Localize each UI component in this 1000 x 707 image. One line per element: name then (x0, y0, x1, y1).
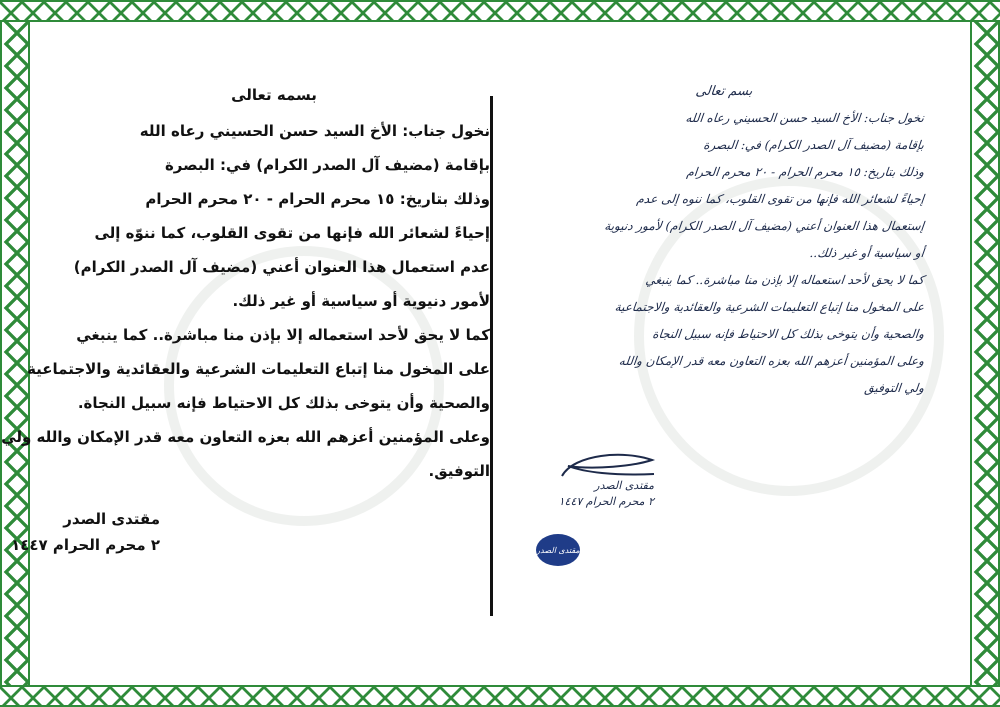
handwritten-line: وذلك بتاريخ: ١٥ محرم الحرام - ٢٠ محرم الحرام (685, 165, 925, 179)
typed-line: التوفيق. (428, 462, 490, 480)
typed-line: على المخول منا إتباع التعليمات الشرعية والعقائدية والاجتماعية (27, 360, 490, 378)
typed-line: وذلك بتاريخ: ١٥ محرم الحرام - ٢٠ محرم الحرام (145, 190, 490, 208)
handwritten-letter (524, 78, 924, 402)
handwritten-line: وعلى المؤمنين أعزهم الله بعزه التعاون معه قدر الإمكان والله (618, 354, 925, 368)
handwritten-line: والصحية وأن يتوخى بذلك كل الاحتياط فإنه سبيل النجاة (651, 327, 925, 341)
handwritten-signature-block (534, 478, 654, 510)
handwritten-line: ولي التوفيق (863, 381, 925, 395)
stamp-text: مقتدى الصدر (536, 545, 580, 555)
column-divider (490, 96, 493, 616)
handwritten-line: إحياءً لشعائر الله فإنها من تقوى القلوب، كما ننوه إلى عدم (635, 192, 925, 206)
typed-line: وعلى المؤمنين أعزهم الله بعزه التعاون معه قدر الإمكان والله ولي (1, 428, 490, 446)
typed-line: إحياءً لشعائر الله فإنها من تقوى القلوب، كما ننوّه إلى (94, 224, 490, 242)
handwritten-line: كما لا يحق لأحد استعماله إلا بإذن منا مباشرة.. كما ينبغي (644, 273, 925, 287)
blue-seal-stamp (536, 534, 580, 566)
handwritten-signature-name: مقتدى الصدر (594, 479, 654, 492)
typed-signature-block (11, 506, 490, 558)
handwritten-title: بسم تعالى (694, 84, 754, 99)
decorative-border-top (0, 0, 1000, 22)
typed-signature-date: ٢ محرم الحرام ١٤٤٧ (11, 536, 160, 554)
typed-line: لأمور دنيوية أو سياسية أو غير ذلك. (232, 292, 490, 310)
decorative-border-right (970, 22, 1000, 685)
document-page (1, 26, 966, 681)
handwritten-line: نخول جناب: الأخ السيد حسن الحسيني رعاه الله (684, 111, 925, 125)
handwritten-line: على المخول منا إتباع التعليمات الشرعية والعقائدية والاجتماعية (614, 300, 925, 314)
typed-signature-name: مقتدى الصدر (63, 510, 160, 528)
decorative-border-left (0, 22, 30, 685)
handwritten-line: أو سياسية أو غير ذلك.. (809, 246, 925, 260)
handwritten-signature-date: ٢ محرم الحرام ١٤٤٧ (558, 495, 654, 508)
typed-letter-title: بسمه تعالى (231, 86, 317, 104)
handwritten-line: إستعمال هذا العنوان أعني (مضيف آل الصدر الكرام) لأمور دنيوية (603, 219, 925, 233)
typed-line: بإقامة (مضيف آل الصدر الكرام) في: البصرة (164, 156, 490, 174)
typed-line: والصحية وأن يتوخى بذلك كل الاحتياط فإنه سبيل النجاة. (77, 394, 490, 412)
typed-line: نخول جناب: الأخ السيد حسن الحسيني رعاه الله (139, 122, 490, 140)
typed-letter (1, 86, 490, 558)
typed-line: عدم استعمال هذا العنوان أعني (مضيف آل الصدر الكرام) (73, 258, 490, 276)
typed-line: كما لا يحق لأحد استعماله إلا بإذن منا مباشرة.. كما ينبغي (76, 326, 490, 344)
handwritten-line: بإقامة (مضيف آل الصدر الكرام) في: البصرة (702, 138, 925, 152)
decorative-border-bottom (0, 685, 1000, 707)
